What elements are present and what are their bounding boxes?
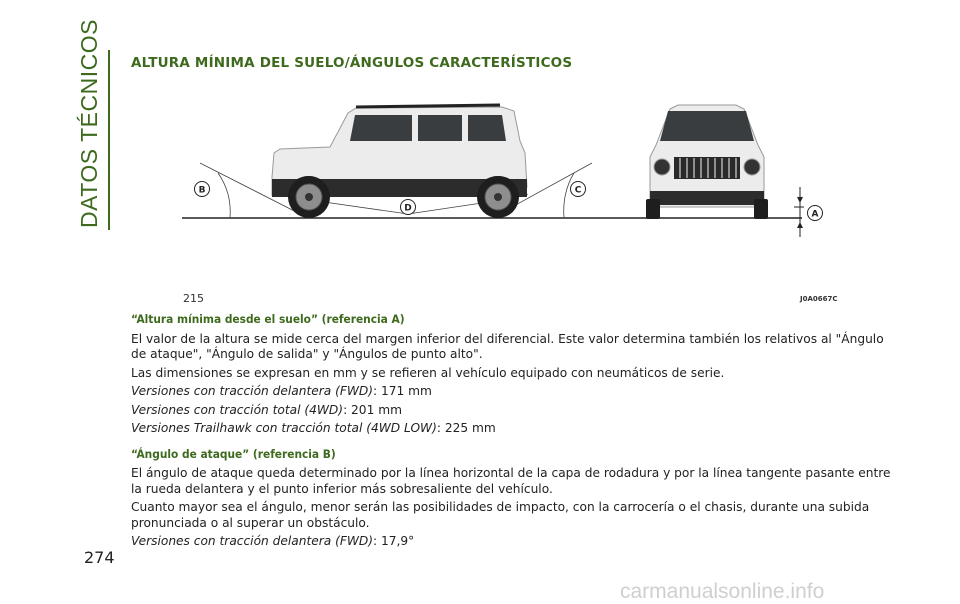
- spec-label: Versiones con tracción total (4WD): [131, 402, 344, 417]
- watermark: carmanualsonline.info: [620, 580, 825, 603]
- spec-label: Versiones Trailhawk con tracción total (4WD LOW): [131, 421, 437, 435]
- callout-d: [401, 200, 416, 215]
- paragraph: Cuanto mayor sea el ángulo, menor serán las posibilidades de impacto, con la carrocería o el chasis, durante una subida pronunciada o al superar un obstáculo.: [131, 500, 870, 530]
- vehicle-side-view: [272, 105, 528, 218]
- page-title: ALTURA MÍNIMA DEL SUELO/ÁNGULOS CARACTERÍSTICOS: [131, 55, 573, 71]
- spec-row: [131, 534, 891, 550]
- spec-value: : 225 mm: [436, 421, 496, 435]
- vehicle-diagram: [180, 95, 840, 310]
- figure-code: J0A0667C: [800, 295, 838, 303]
- paragraph: El valor de la altura se mide cerca del margen inferior del diferencial. Este valor determina también los relativos al "Ángulo de ataque", "Ángulo de salida" y "Ángulos de punto alto".: [131, 331, 884, 361]
- paragraph: El ángulo de ataque queda determinado por la línea horizontal de la capa de rodadura y por la línea tangente pasante entre la rueda delantera y el punto inferior más sobresaliente del vehículo.: [131, 466, 891, 496]
- angle-arc-c: [564, 173, 574, 218]
- angle-arc-b: [218, 173, 230, 218]
- callout-b: [195, 182, 210, 197]
- callout-c-label: C: [574, 185, 582, 196]
- spec-label: Versiones con tracción delantera (FWD): [131, 534, 374, 548]
- sidebar-rule: [108, 50, 110, 230]
- callout-d-label: D: [404, 203, 412, 214]
- vehicle-front-view: [646, 105, 768, 219]
- spec-value: : 171 mm: [373, 384, 432, 398]
- callout-a: [808, 206, 823, 221]
- callout-a-label: A: [811, 209, 819, 220]
- body-text: [131, 312, 891, 553]
- figure-number: 215: [183, 292, 204, 305]
- paragraph: Las dimensiones se expresan en mm y se refieren al vehículo equipado con neumáticos de serie.: [131, 365, 725, 380]
- spec-value: : 17,9°: [373, 534, 415, 548]
- heading-attack-angle: “Ángulo de ataque” (referencia B): [131, 446, 336, 461]
- heading-ground-clearance: “Altura mínima desde el suelo” (referencia A): [131, 312, 405, 326]
- spec-label: Versiones con tracción delantera (FWD): [131, 384, 374, 398]
- spec-row: [131, 384, 891, 400]
- spec-row: [131, 403, 891, 419]
- spec-value: : 201 mm: [343, 402, 402, 417]
- spec-row: [131, 421, 891, 437]
- callout-c: [571, 182, 586, 197]
- page-number: 274: [84, 548, 115, 567]
- sidebar-section-title: DATOS TÉCNICOS: [76, 19, 102, 228]
- callout-b-label: B: [198, 185, 206, 196]
